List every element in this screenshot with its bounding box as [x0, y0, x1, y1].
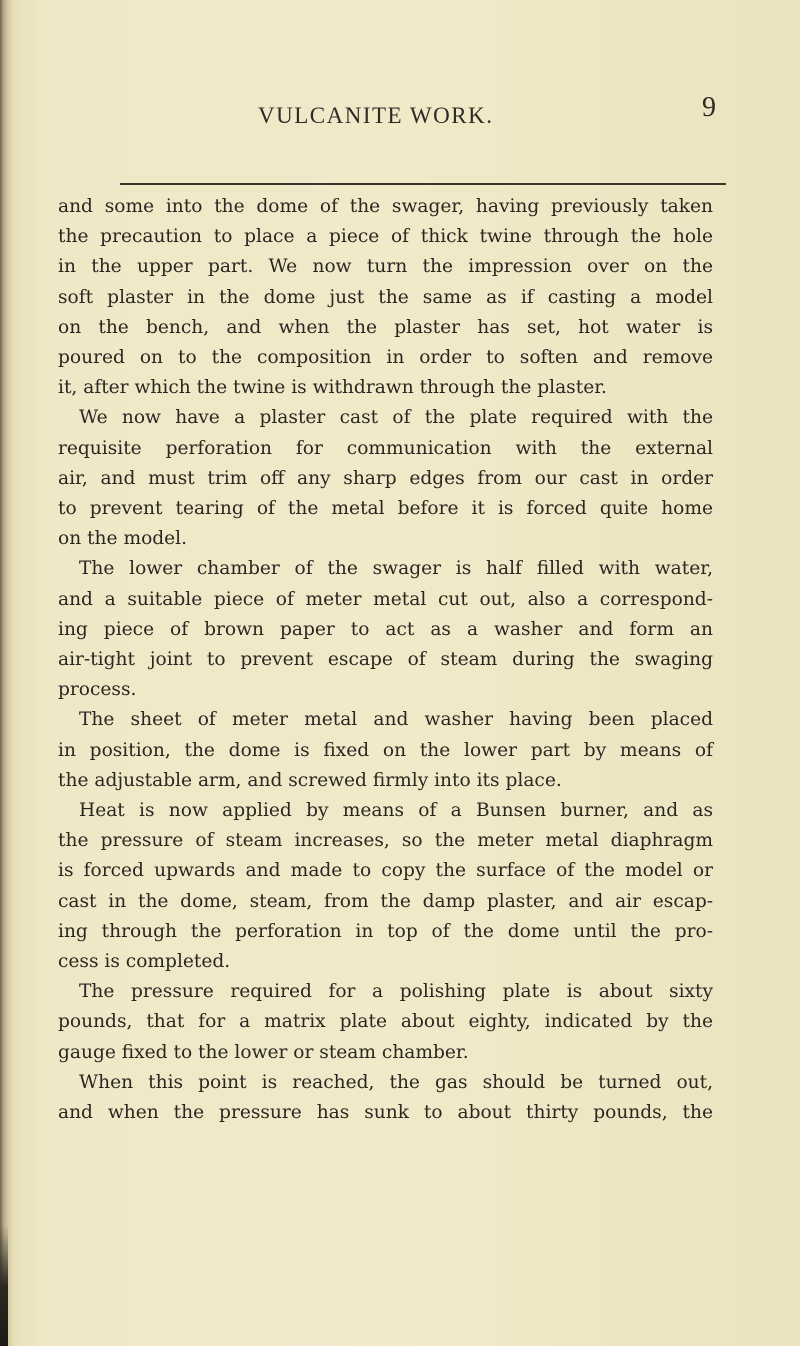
text-line: cess is completed. [58, 951, 231, 973]
text-line: and a suitable piece of meter metal cut out, also a correspond- [58, 588, 713, 610]
text-line: on the bench, and when the plaster has set, hot water is [58, 316, 713, 338]
text-line: Heat is now applied by means of a Bunsen burner, and as [79, 800, 713, 822]
page-number: 9 [702, 92, 716, 123]
text-line: The pressure required for a polishing plate is about sixty [79, 981, 713, 1003]
text-line: cast in the dome, steam, from the damp plaster, and air escap- [58, 890, 713, 912]
text-line: When this point is reached, the gas should be turned out, [79, 1071, 713, 1093]
text-line: and when the pressure has sunk to about thirty pounds, the [58, 1102, 713, 1124]
text-line: the adjustable arm, and screwed firmly into its place. [58, 769, 562, 791]
header-rule [120, 183, 726, 185]
text-line: the precaution to place a piece of thick twine through the hole [58, 226, 713, 248]
text-line: poured on to the composition in order to soften and remove [58, 347, 713, 369]
page-binding-edge [0, 0, 14, 1346]
text-line: it, after which the twine is withdrawn through the plaster. [58, 377, 607, 399]
text-line: The sheet of meter metal and washer having been placed [79, 709, 713, 731]
text-line: The lower chamber of the swager is half filled with water, [79, 558, 713, 580]
text-line: We now have a plaster cast of the plate required with the [79, 407, 713, 429]
running-title: VULCANITE WORK. [258, 103, 494, 128]
text-line: gauge fixed to the lower or steam chamber. [58, 1041, 469, 1063]
text-line: on the model. [58, 528, 188, 550]
text-line: air-tight joint to prevent escape of steam during the swaging [58, 649, 713, 671]
text-line: requisite perforation for communication with the external [58, 437, 713, 459]
text-line: pounds, that for a matrix plate about eighty, indicated by the [58, 1011, 713, 1033]
text-line: in the upper part. We now turn the impression over on the [58, 256, 713, 278]
page-binding-shadow [0, 1226, 8, 1346]
text-line: ing piece of brown paper to act as a washer and form an [58, 618, 713, 640]
text-line: air, and must trim off any sharp edges from our cast in order [58, 467, 713, 489]
text-line: to prevent tearing of the metal before it is forced quite home [58, 498, 713, 520]
text-line: and some into the dome of the swager, having previously taken [58, 196, 713, 217]
text-line: soft plaster in the dome just the same as if casting a model [58, 286, 713, 308]
text-line: process. [58, 679, 137, 701]
body-text [58, 192, 713, 1128]
text-line: in position, the dome is fixed on the lower part by means of [58, 739, 713, 761]
text-line: the pressure of steam increases, so the meter metal diaphragm [58, 830, 713, 852]
text-line: is forced upwards and made to copy the surface of the model or [58, 860, 713, 882]
text-line: ing through the perforation in top of the dome until the pro- [58, 920, 713, 942]
